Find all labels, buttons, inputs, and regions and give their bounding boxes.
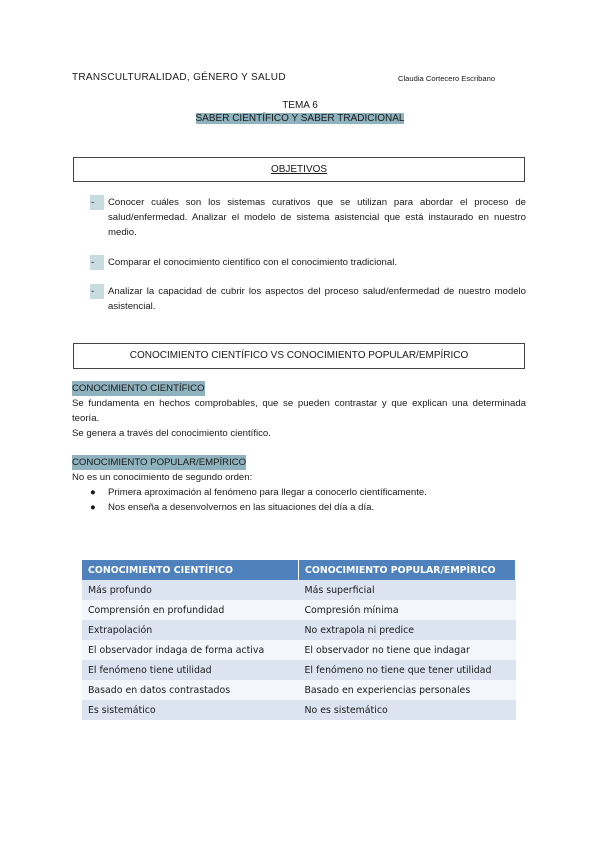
table-row — [82, 640, 516, 660]
popular-list — [90, 485, 427, 515]
table-row — [82, 600, 516, 620]
popular-item-text: Nos enseña a desenvolvernos en las situaciones del día a día. — [108, 502, 375, 513]
bullet-dot: ● — [90, 502, 96, 513]
table-cell: Más superficial — [299, 580, 516, 600]
popular-intro: No es un conocimiento de segundo orden: — [72, 472, 253, 483]
table-cell: Basado en datos contrastados — [82, 680, 299, 700]
scientific-paragraph-1: Se fundamenta en hechos comprobables, que se pueden contrastar y que explican una determinada teoría. — [72, 398, 526, 424]
table-cell: El observador indaga de forma activa — [82, 640, 299, 660]
subtitle-line — [0, 113, 600, 124]
popular-item-text: Primera aproximación al fenómeno para llegar a conocerlo científicamente. — [108, 487, 427, 498]
table-cell: No extrapola ni predice — [299, 620, 516, 640]
table-cell: El observador no tiene que indagar — [299, 640, 516, 660]
author-name: Claudia Cortecero Escribano — [398, 74, 496, 83]
table-header-popular: CONOCIMIENTO POPULAR/EMPÍRICO — [299, 560, 516, 580]
table-row — [82, 700, 516, 720]
objective-item — [90, 255, 526, 270]
scientific-section — [72, 381, 526, 441]
objective-text: Conocer cuáles son los sistemas curativos que se utilizan para abordar el proceso de salud/enfermedad. Analizar el modelo de sistema asistencial que está instaurado en nuestro medio. — [108, 197, 526, 238]
scientific-paragraph-2: Se genera a través del conocimiento científico. — [72, 428, 271, 439]
dash-bullet: - — [90, 195, 104, 210]
popular-item — [90, 500, 427, 515]
table-row — [82, 580, 516, 600]
course-title: TRANSCULTURALIDAD, GÉNERO Y SALUD — [72, 72, 286, 83]
table-header-row — [82, 560, 516, 580]
page-subtitle: SABER CIENTÍFICO Y SABER TRADICIONAL — [195, 113, 405, 124]
topic-number: TEMA 6 — [282, 100, 318, 111]
objectives-heading: OBJETIVOS — [270, 164, 328, 175]
objective-item — [90, 284, 526, 314]
popular-section — [72, 455, 526, 485]
table-row — [82, 680, 516, 700]
table-cell: Comprensión en profundidad — [82, 600, 299, 620]
table-header-scientific: CONOCIMIENTO CIENTÍFICO — [82, 560, 299, 580]
dash-bullet: - — [90, 255, 104, 270]
table-cell: Más profundo — [82, 580, 299, 600]
objective-item — [90, 195, 526, 240]
table-row — [82, 660, 516, 680]
comparison-heading: CONOCIMIENTO CIENTÍFICO VS CONOCIMIENTO POPULAR/EMPÍRICO — [129, 350, 469, 361]
table-cell: El fenómeno no tiene que tener utilidad — [299, 660, 516, 680]
objectives-list — [90, 195, 526, 240]
comparison-table — [82, 560, 516, 720]
table-row — [82, 620, 516, 640]
popular-item — [90, 485, 427, 500]
table-cell: Compresión mínima — [299, 600, 516, 620]
table-cell: Es sistemático — [82, 700, 299, 720]
table-cell: Basado en experiencias personales — [299, 680, 516, 700]
bullet-dot: ● — [90, 487, 96, 498]
objective-text: Comparar el conocimiento científico con el conocimiento tradicional. — [108, 257, 398, 268]
table-cell: El fenómeno tiene utilidad — [82, 660, 299, 680]
objectives-list-2 — [90, 255, 526, 270]
scientific-heading: CONOCIMIENTO CIENTÍFICO — [72, 383, 205, 394]
objective-text: Analizar la capacidad de cubrir los aspectos del proceso salud/enfermedad de nuestro modelo asistencial. — [108, 286, 526, 312]
table-cell: Extrapolación — [82, 620, 299, 640]
objectives-box — [73, 157, 525, 182]
dash-bullet: - — [90, 284, 104, 299]
table-cell: No es sistemático — [299, 700, 516, 720]
comparison-heading-box — [73, 343, 525, 369]
objectives-list-3 — [90, 284, 526, 314]
popular-heading: CONOCIMIENTO POPULAR/EMPÍRICO — [72, 457, 247, 468]
